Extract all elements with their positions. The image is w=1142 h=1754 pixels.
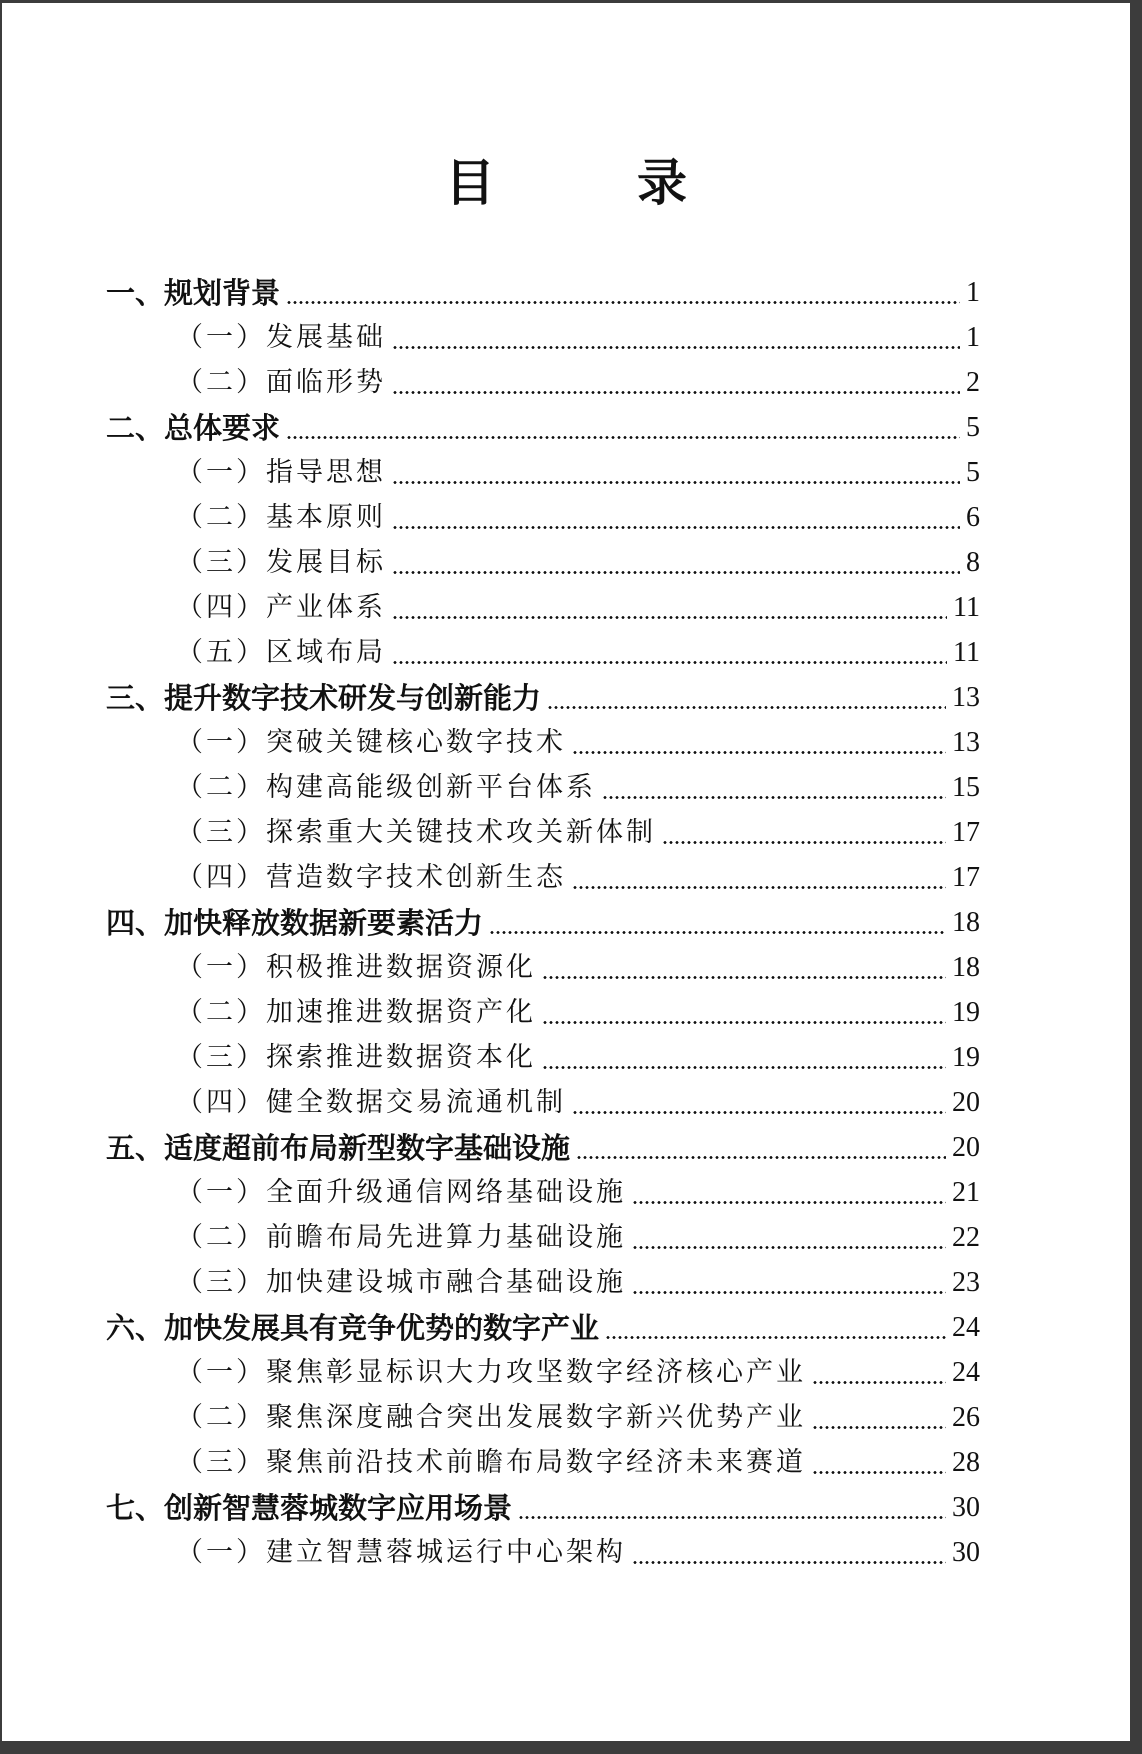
dot-leader [392, 391, 960, 394]
toc-entry[interactable] [176, 318, 980, 358]
toc-entry-label: 五、适度超前布局新型数字基础设施 [106, 1131, 571, 1165]
toc-page-number: 23 [952, 1267, 980, 1298]
toc-entry[interactable] [176, 948, 980, 988]
dot-leader [662, 841, 946, 844]
toc-page-number: 6 [966, 502, 980, 533]
toc-entry[interactable] [176, 543, 980, 583]
toc-entry-label: （一）建立智慧蓉城运行中心架构 [176, 1537, 626, 1568]
toc-entry-label: 六、加快发展具有竞争优势的数字产业 [106, 1311, 600, 1345]
toc-page-number: 30 [952, 1492, 980, 1523]
dot-leader [812, 1426, 946, 1429]
dot-leader [392, 571, 960, 574]
toc-page-number: 1 [966, 322, 980, 353]
toc-entry[interactable] [176, 1263, 980, 1303]
toc-page-number: 24 [952, 1357, 980, 1388]
toc-page-number: 13 [952, 682, 980, 713]
toc-entry-label: （二）加速推进数据资产化 [176, 997, 536, 1028]
toc-entry-label: （一）指导思想 [176, 457, 386, 488]
dot-leader [605, 1336, 946, 1339]
toc-entry-label: 七、创新智慧蓉城数字应用场景 [106, 1491, 513, 1525]
toc-page-number: 5 [966, 457, 980, 488]
toc-page-number: 30 [952, 1537, 980, 1568]
toc-entry-label: （一）突破关键核心数字技术 [176, 727, 566, 758]
toc-entry[interactable] [176, 858, 980, 898]
dot-leader [547, 706, 946, 709]
page-title: 目 录 [445, 153, 733, 212]
dot-leader [392, 526, 960, 529]
dot-leader [392, 616, 947, 619]
dot-leader [632, 1291, 946, 1294]
toc-entry[interactable] [176, 813, 980, 853]
toc-entry[interactable] [176, 1038, 980, 1078]
toc-page-number: 22 [952, 1222, 980, 1253]
toc-entry[interactable] [176, 723, 980, 763]
toc-page-number: 20 [952, 1132, 980, 1163]
dot-leader [392, 661, 947, 664]
toc-entry-label: 四、加快释放数据新要素活力 [106, 906, 484, 940]
toc-page-number: 11 [953, 637, 980, 668]
dot-leader [518, 1516, 946, 1519]
toc-entry[interactable] [106, 1308, 980, 1348]
toc-entry-label: （五）区域布局 [176, 637, 386, 668]
toc-entry[interactable] [176, 1083, 980, 1123]
toc-entry[interactable] [106, 1128, 980, 1168]
dot-leader [812, 1471, 946, 1474]
toc-entry-label: （四）产业体系 [176, 592, 386, 623]
dot-leader [812, 1381, 946, 1384]
dot-leader [632, 1201, 946, 1204]
toc-entry-label: （二）前瞻布局先进算力基础设施 [176, 1222, 626, 1253]
toc-entry[interactable] [106, 678, 980, 718]
toc-entry-label: （三）聚焦前沿技术前瞻布局数字经济未来赛道 [176, 1447, 806, 1478]
dot-leader [602, 796, 946, 799]
dot-leader [542, 1021, 946, 1024]
toc-entry-label: 二、总体要求 [106, 411, 281, 445]
toc-entry[interactable] [176, 453, 980, 493]
toc-entry[interactable] [176, 1443, 980, 1483]
dot-leader [542, 1066, 946, 1069]
dot-leader [392, 346, 960, 349]
toc-entry-label: 一、规划背景 [106, 276, 281, 310]
toc-entry-label: （一）发展基础 [176, 322, 386, 353]
toc-page-number: 5 [966, 412, 980, 443]
toc-entry[interactable] [106, 273, 980, 313]
toc-entry-label: （三）加快建设城市融合基础设施 [176, 1267, 626, 1298]
toc-page-number: 21 [952, 1177, 980, 1208]
toc-entry-label: （四）营造数字技术创新生态 [176, 862, 566, 893]
dot-leader [632, 1246, 946, 1249]
toc-entry[interactable] [176, 633, 980, 673]
dot-leader [572, 751, 946, 754]
toc-entry[interactable] [176, 363, 980, 403]
dot-leader [632, 1561, 946, 1564]
toc-entry[interactable] [176, 588, 980, 628]
toc-entry-label: （一）积极推进数据资源化 [176, 952, 536, 983]
toc-page-number: 28 [952, 1447, 980, 1478]
toc-page-number: 20 [952, 1087, 980, 1118]
toc-entry[interactable] [176, 993, 980, 1033]
dot-leader [286, 301, 960, 304]
toc-entry[interactable] [176, 1398, 980, 1438]
dot-leader [576, 1156, 946, 1159]
toc-page-number: 18 [952, 907, 980, 938]
toc-entry-label: （一）聚焦彰显标识大力攻坚数字经济核心产业 [176, 1357, 806, 1388]
toc-page-number: 13 [952, 727, 980, 758]
toc-entry-label: （二）基本原则 [176, 502, 386, 533]
toc-page-number: 17 [952, 817, 980, 848]
toc-entry-label: （一）全面升级通信网络基础设施 [176, 1177, 626, 1208]
toc-entry-label: （四）健全数据交易流通机制 [176, 1087, 566, 1118]
toc-entry-label: （三）发展目标 [176, 547, 386, 578]
toc-entry-label: 三、提升数字技术研发与创新能力 [106, 681, 542, 715]
toc-page-number: 26 [952, 1402, 980, 1433]
dot-leader [542, 976, 946, 979]
toc-entry[interactable] [176, 768, 980, 808]
toc-entry[interactable] [106, 408, 980, 448]
dot-leader [572, 1111, 946, 1114]
toc-page-number: 19 [952, 997, 980, 1028]
toc-entry[interactable] [106, 1488, 980, 1528]
toc-entry[interactable] [106, 903, 980, 943]
toc-entry-label: （二）构建高能级创新平台体系 [176, 772, 596, 803]
toc-entry[interactable] [176, 498, 980, 538]
toc-entry-label: （二）面临形势 [176, 367, 386, 398]
toc-entry[interactable] [176, 1533, 980, 1573]
toc-entry[interactable] [176, 1173, 980, 1213]
toc-page-number: 11 [953, 592, 980, 623]
dot-leader [392, 481, 960, 484]
toc-page-number: 15 [952, 772, 980, 803]
dot-leader [489, 931, 946, 934]
toc-entry-label: （三）探索重大关键技术攻关新体制 [176, 817, 656, 848]
toc-entry-label: （三）探索推进数据资本化 [176, 1042, 536, 1073]
toc-page-number: 2 [966, 367, 980, 398]
toc-page-number: 19 [952, 1042, 980, 1073]
toc-page-number: 17 [952, 862, 980, 893]
document-page [2, 3, 1130, 1741]
toc-page-number: 18 [952, 952, 980, 983]
toc-entry-label: （二）聚焦深度融合突出发展数字新兴优势产业 [176, 1402, 806, 1433]
toc-page-number: 8 [966, 547, 980, 578]
toc-entry[interactable] [176, 1353, 980, 1393]
toc-entry[interactable] [176, 1218, 980, 1258]
dot-leader [572, 886, 946, 889]
toc-page-number: 1 [966, 277, 980, 308]
dot-leader [286, 436, 960, 439]
toc-page-number: 24 [952, 1312, 980, 1343]
